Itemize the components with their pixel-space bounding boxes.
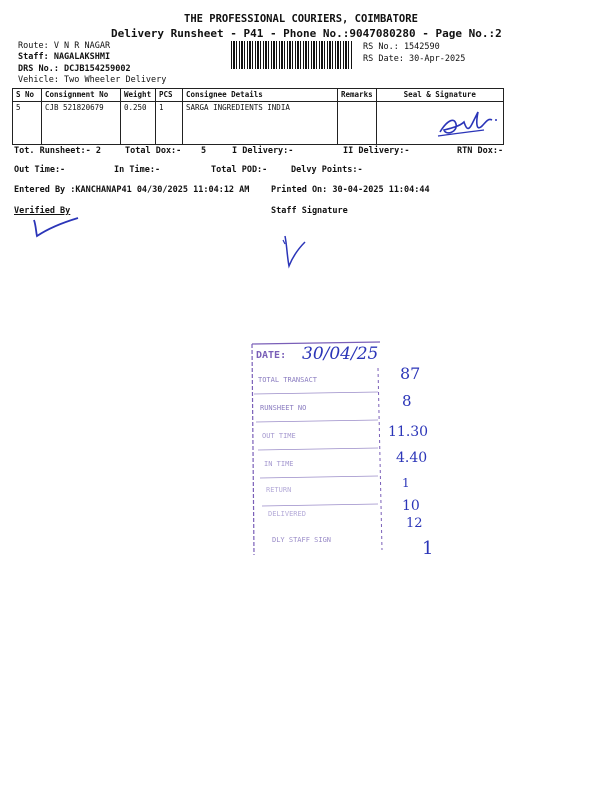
- rtn-dox: RTN Dox:-: [457, 146, 504, 156]
- entered-by: Entered By :KANCHANAP41 04/30/2025 11:04:12 AM: [14, 185, 250, 195]
- stamp-value-in-time: 4.40: [396, 450, 428, 466]
- stamp-value-out-time: 11.30: [388, 424, 429, 440]
- stamp-date-value: 30/04/25: [302, 344, 379, 364]
- cell-remarks: [338, 102, 377, 145]
- cell-consignment: CJB 521820679: [42, 102, 121, 145]
- table-header-row: [13, 89, 504, 102]
- stamp-label-staff-sign: DLY STAFF SIGN: [272, 536, 332, 544]
- stamp-label-in-time: IN TIME: [264, 460, 294, 468]
- header-sno: S No: [13, 89, 42, 102]
- verified-tick-icon: [28, 212, 88, 242]
- stamp-value-pod: 12: [406, 516, 423, 531]
- handwritten-signature-icon: [432, 104, 522, 142]
- route-info: Route: V N R NAGAR: [18, 41, 111, 51]
- stamp-label-return: RETURN: [266, 486, 292, 494]
- header-pcs: PCS: [156, 89, 183, 102]
- header-remarks: Remarks: [338, 89, 377, 102]
- cell-seal: [376, 102, 503, 145]
- stamp-date-label: DATE:: [256, 350, 287, 361]
- stamp-label-total: TOTAL TRANSACT: [258, 376, 318, 384]
- header-seal: Seal & Signature: [376, 89, 503, 102]
- staff-signature-label: Staff Signature: [271, 206, 348, 216]
- delvy-points: Delvy Points:-: [291, 165, 363, 175]
- runsheet-title: Delivery Runsheet - P41 - Phone No.:9047080280 - Page No.:2: [111, 27, 502, 40]
- tot-runsheet: Tot. Runsheet:- 2: [14, 146, 101, 156]
- rs-date: RS Date: 30-Apr-2025: [363, 54, 466, 64]
- stamp-label-runsheet: RUNSHEET NO: [260, 404, 307, 412]
- rs-number: RS No.: 1542590: [363, 42, 440, 52]
- cell-consignee: SARGA INGREDIENTS INDIA: [183, 102, 338, 145]
- stamp-label-out-time: OUT TIME: [262, 432, 296, 440]
- total-dox-label: Total Dox:-: [125, 146, 182, 156]
- ii-delivery: II Delivery:-: [343, 146, 410, 156]
- header-consignment: Consignment No: [42, 89, 121, 102]
- runsheet-table: [12, 88, 504, 145]
- drs-info: DRS No.: DCJB154259002: [18, 64, 131, 74]
- staff-signature-icon: [275, 232, 315, 272]
- total-pod: Total POD:-: [211, 165, 268, 175]
- stamp-value-delivered: 10: [402, 498, 420, 514]
- out-time: Out Time:-: [14, 165, 66, 175]
- barcode-icon: [231, 41, 353, 69]
- header-consignee: Consignee Details: [183, 89, 338, 102]
- cell-weight: 0.250: [121, 102, 156, 145]
- cell-sno: 5: [13, 102, 42, 145]
- delivery-stamp: [250, 340, 445, 565]
- total-dox-value: 5: [201, 146, 207, 156]
- stamp-value-sign: 1: [422, 538, 434, 559]
- staff-info: Staff: NAGALAKSHMI: [18, 52, 111, 62]
- company-title: THE PROFESSIONAL COURIERS, COIMBATORE: [184, 13, 418, 25]
- stamp-value-return: 1: [402, 476, 410, 490]
- stamp-label-delivered: DELIVERED: [268, 510, 306, 518]
- stamp-value-total: 87: [400, 364, 421, 383]
- in-time: In Time:-: [114, 165, 161, 175]
- header-weight: Weight: [121, 89, 156, 102]
- table-row: [13, 102, 504, 145]
- printed-on: Printed On: 30-04-2025 11:04:44: [271, 185, 430, 195]
- vehicle-info: Vehicle: Two Wheeler Delivery: [18, 75, 167, 85]
- verified-by-label: Verified By: [14, 206, 71, 216]
- cell-pcs: 1: [156, 102, 183, 145]
- i-delivery: I Delivery:-: [232, 146, 294, 156]
- stamp-value-runsheet: 8: [402, 392, 412, 410]
